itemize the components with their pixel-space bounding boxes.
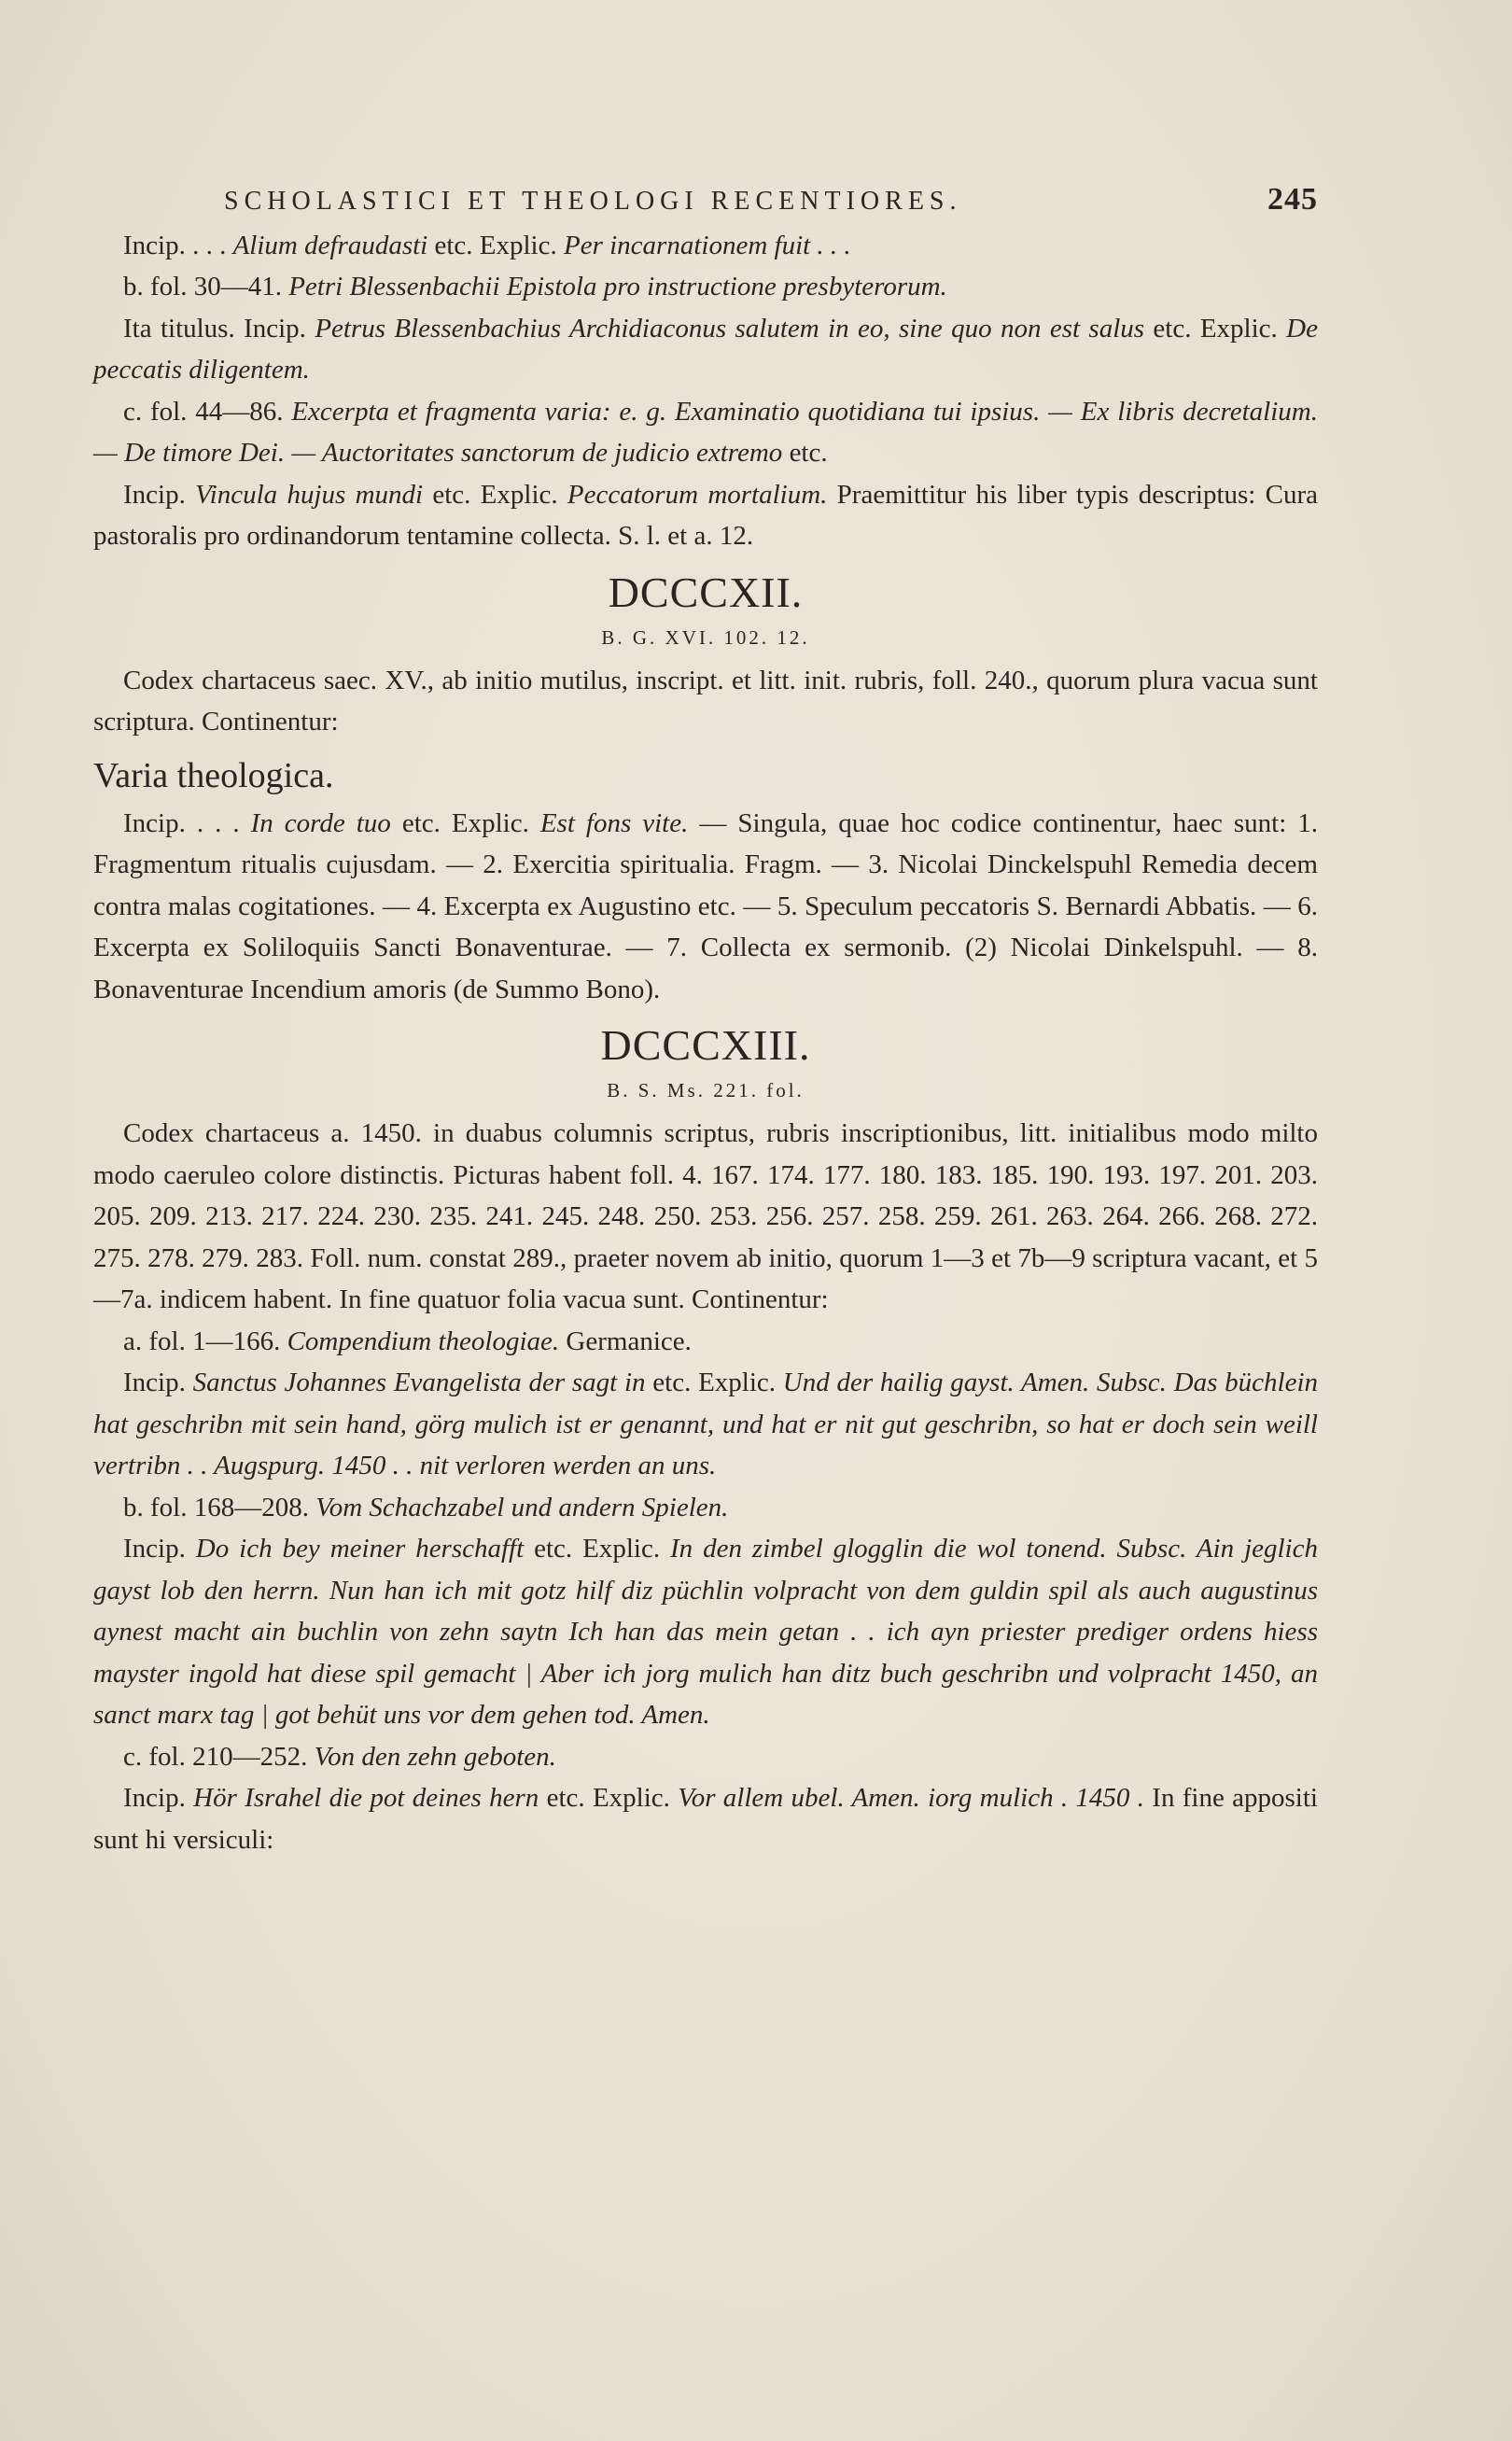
paragraph [93,803,1318,1011]
explicit-text: Per incarnationem fuit . . . [564,230,851,260]
incipit-text: Sanctus Johannes Evangelista der sagt in [192,1368,646,1397]
section-number: DCCCXII. [608,568,804,616]
work-title: Excerpta et fragmenta varia: e. g. Examinatio quotidiana tui ipsius. — Ex libris decretalium. — De timore Dei. — Auctoritates sanctorum de judicio extremo [93,396,1318,468]
explicit-text: Est fons vite. [539,807,689,838]
section-heading: Varia theologica. [93,755,334,795]
text: Incip. [123,1534,196,1564]
incipit-text: Hör Israhel die pot deines hern [193,1783,539,1813]
work-title: Compendium theologiae. [287,1326,560,1356]
section-number: DCCCXIII. [600,1021,811,1069]
incipit-text: Petrus Blessenbachius Archidiaconus salutem in eo, sine quo non est salus [315,313,1145,344]
text: Ita titulus. Incip. [123,313,315,344]
paragraph [93,266,1318,308]
paragraph [93,1321,1318,1363]
work-title: Vom Schachzabel und andern Spielen. [315,1492,729,1522]
paragraph [93,1777,1318,1860]
paragraph [93,1362,1318,1487]
paragraph [93,1528,1318,1736]
paragraph [93,308,1318,391]
paragraph [93,391,1318,474]
folio-range: a. fol. 1—166. [123,1326,287,1356]
codex-description: Codex chartaceus a. 1450. in duabus columnis scriptus, rubris inscriptionibus, litt. initialibus modo milto modo caeruleo colore distinctis. Picturas habent foll. 4. 167. 174. 177. 180. 183. 185. 190. 193. 197. 201. 203. 205. 209. 213. 217. 224. 230. 235. 241. 245. 248. 250. 253. 256. 257. 258. 259. 261. 263. 264. 266. 268. 272. 275. 278. 279. 283. Foll. num. constat 289., praeter novem ab initio, quorum 1—3 et 7b—9 scriptura vacant, et 5—7a. indicem habent. In fine quatuor folia vacua sunt. Continentur: [93,1118,1318,1314]
folio-range: b. fol. 30—41. [123,272,289,302]
text: Incip. [123,1368,193,1397]
text: etc. Explic. [390,807,540,838]
incipit-text: Do ich bey meiner herschafft [195,1534,525,1564]
page-content [93,179,1318,1860]
shelfmark: B. G. XVI. 102. 12. [601,625,810,649]
text: etc. Explic. [1144,313,1287,344]
text: Incip. [123,1783,194,1813]
folio-range: c. fol. 210—252. [123,1741,315,1772]
text: etc. Explic. [645,1368,783,1397]
paragraph [93,474,1318,557]
shelfmark: B. S. Ms. 221. fol. [607,1079,805,1101]
paragraph [93,1736,1318,1778]
paragraph [93,225,1318,267]
paragraph [93,1487,1318,1529]
text: etc. [782,438,828,468]
incipit-text: Vincula hujus mundi [195,479,424,510]
explicit-text: Vor allem ubel. Amen. iorg mulich . 1450 . [678,1783,1144,1813]
text: Incip. . . . [123,230,233,260]
text: etc. Explic. [427,230,564,260]
folio-range: b. fol. 168—208. [123,1492,316,1522]
text: Praemittitur his liber typis descriptus: Cura pastoralis pro ordinandorum tentamine collecta. S. l. et a. 12. [93,479,1318,551]
running-title: SCHOLASTICI ET THEOLOGI RECENTIORES. [224,187,962,216]
incipit-text: In corde tuo [250,807,391,838]
incipit-text: Alium defraudasti [232,230,428,260]
explicit-text: De peccatis diligentem. [93,313,1318,385]
text: — Singula, quae hoc codice continentur, haec sunt: 1. Fragmentum ritualis cujusdam. — 2. Exercitia spiritualia. Fragm. — 3. Nicolai Dinckelspuhl Remedia decem contra malas cogitationes. — 4. Excerpta ex Augustino etc. — 5. Speculum peccatoris S. Bernardi Abbatis. — 6. Excerpta ex Soliloquiis Sancti Bonaventurae. — 7. Collecta ex sermonib. (2) Nicolai Dinkelspuhl. — 8. Bonaventurae Incendium amoris (de Summo Bono). [93,807,1319,1004]
text: etc. Explic. [524,1534,671,1564]
page-number: 245 [1267,182,1318,217]
text: Incip. . . . [123,807,251,838]
explicit-text: Und der hailig gayst. Amen. Subsc. Das büchlein hat geschribn mit sein hand, görg mulich ist er genannt, und hat er nit gut geschribn, so hat er doch sein weill vertribn . . Augspurg. 1450 . . nit verloren werden an uns. [93,1368,1319,1480]
codex-description: Codex chartaceus saec. XV., ab initio mutilus, inscript. et litt. init. rubris, foll. 240., quorum plura vacua sunt scriptura. Continentur: [93,665,1318,737]
text: In fine appositi sunt hi versiculi: [93,1783,1318,1855]
text: Incip. [123,479,196,510]
work-title: Von den zehn geboten. [314,1741,556,1772]
explicit-text: Peccatorum mortalium. [567,479,828,510]
work-title: Petri Blessenbachii Epistola pro instructione presbyterorum. [288,272,947,302]
explicit-text: In den zimbel glogglin die wol tonend. Subsc. Ain jeglich gayst lob den herrn. Nun han ich mit gotz hilf diz püchlin volpracht von dem guldin spil als auch augustinus aynest macht ain buchlin von zehn saytn Ich han das mein getan . . ich ayn priester prediger ordens hiess mayster ingold hat diese spil gemacht | Aber ich jorg mulich han ditz buch geschribn und volpracht 1450, an sanct marx tag | got behüt uns vor dem gehen tod. Amen. [93,1534,1318,1730]
text: etc. Explic. [423,479,567,510]
text: etc. Explic. [539,1783,679,1813]
text: Germanice. [559,1326,692,1356]
running-header [224,179,1318,223]
folio-range: c. fol. 44—86. [123,396,292,427]
